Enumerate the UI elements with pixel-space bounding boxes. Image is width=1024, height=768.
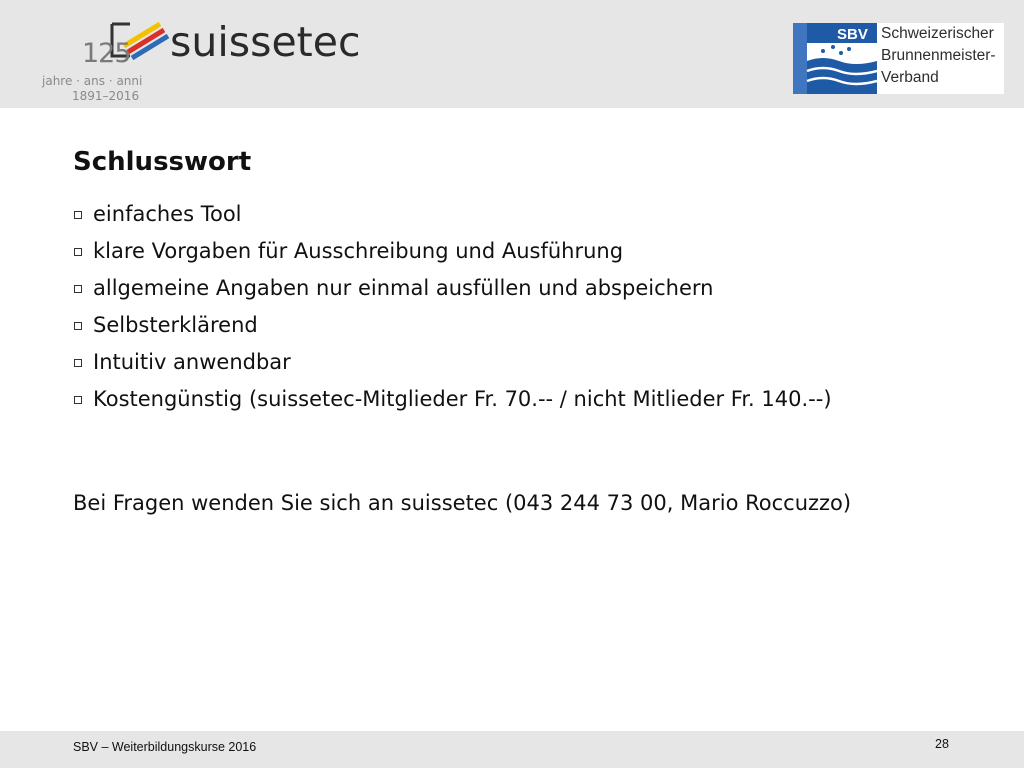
- sbv-logo: [793, 23, 1004, 94]
- logo-anniversary: 125: [82, 38, 131, 69]
- square-bullet-icon: [74, 285, 82, 293]
- square-bullet-icon: [74, 396, 82, 404]
- page-number: 28: [935, 737, 949, 751]
- bullet-text: einfaches Tool: [93, 202, 242, 226]
- bullet-item: [73, 233, 1003, 270]
- logo-years: 1891–2016: [72, 89, 140, 103]
- sbv-name-line-2: Brunnenmeister-: [881, 47, 996, 64]
- bullet-item: [73, 196, 1003, 233]
- bullet-text: Selbsterklärend: [93, 313, 258, 337]
- bullet-item: [73, 381, 1003, 418]
- square-bullet-icon: [74, 359, 82, 367]
- slide-title: Schlusswort: [73, 147, 252, 177]
- bullet-text: klare Vorgaben für Ausschreibung und Ausführung: [93, 239, 624, 263]
- svg-text:SBV: SBV: [837, 26, 868, 43]
- bullet-item: [73, 344, 1003, 381]
- sbv-abbr-text: [793, 23, 877, 43]
- square-bullet-icon: [74, 322, 82, 330]
- bullet-item: [73, 270, 1003, 307]
- sbv-name: [881, 23, 1003, 89]
- bullet-text: Kostengünstig (suissetec-Mitglieder Fr. 70.-- / nicht Mitlieder Fr. 140.--): [93, 387, 832, 411]
- contact-note: Bei Fragen wenden Sie sich an suissetec (043 244 73 00, Mario Roccuzzo): [73, 491, 852, 515]
- bullet-text: Intuitiv anwendbar: [93, 350, 291, 374]
- square-bullet-icon: [74, 248, 82, 256]
- square-bullet-icon: [74, 211, 82, 219]
- logo-tagline: jahre · ans · anni: [42, 74, 143, 88]
- sbv-name-line-3: Verband: [881, 69, 939, 86]
- bullet-text: allgemeine Angaben nur einmal ausfüllen und abspeichern: [93, 276, 714, 300]
- sbv-name-line-1: Schweizerischer: [881, 25, 994, 42]
- footer-title: SBV – Weiterbildungskurse 2016: [73, 740, 257, 754]
- bullet-list: [73, 196, 1003, 418]
- logo-name: suissetec: [170, 18, 361, 66]
- bullet-item: [73, 307, 1003, 344]
